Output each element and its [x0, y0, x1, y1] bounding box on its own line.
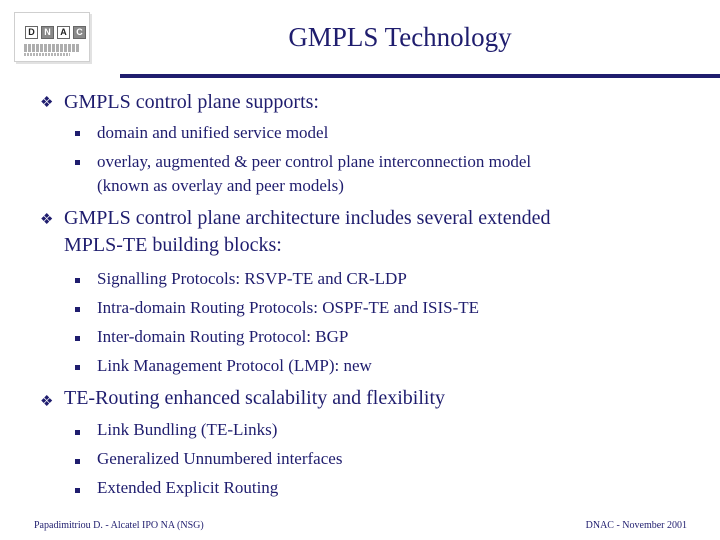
- logo-letter-d: D: [25, 26, 38, 39]
- diamond-bullet-icon: ❖: [40, 394, 54, 410]
- square-bullet-icon: [75, 307, 80, 312]
- square-bullet-icon: [75, 278, 80, 283]
- section-heading: TE-Routing enhanced scalability and flexibility: [64, 387, 446, 409]
- list-item: Link Bundling (TE-Links): [97, 420, 278, 439]
- square-bullet-icon: [75, 131, 80, 136]
- section-heading-continuation: MPLS-TE building blocks:: [64, 234, 282, 256]
- logo-subtext-graphic-2: [24, 53, 70, 56]
- list-item: Intra-domain Routing Protocols: OSPF-TE and ISIS-TE: [97, 298, 480, 317]
- diamond-bullet-icon: ❖: [40, 95, 54, 111]
- section-heading: GMPLS control plane supports:: [64, 91, 319, 113]
- list-item: overlay, augmented & peer control plane interconnection model: [97, 152, 532, 171]
- logo-letter-c: C: [73, 26, 86, 39]
- footer-event-date: DNAC - November 2001: [585, 520, 687, 531]
- square-bullet-icon: [75, 488, 80, 493]
- logo-subtext-graphic: [24, 44, 80, 52]
- list-item: domain and unified service model: [97, 123, 329, 142]
- footer-author: Papadimitriou D. - Alcatel IPO NA (NSG): [34, 520, 204, 531]
- slide-title: GMPLS Technology: [288, 22, 512, 52]
- square-bullet-icon: [75, 459, 80, 464]
- square-bullet-icon: [75, 336, 80, 341]
- logo-letter-a: A: [57, 26, 70, 39]
- title-rule: [120, 74, 720, 78]
- section-heading: GMPLS control plane architecture includes several extended: [64, 207, 551, 229]
- dnac-logo: [14, 12, 90, 62]
- list-item: Signalling Protocols: RSVP-TE and CR-LDP: [97, 269, 407, 288]
- list-item: Extended Explicit Routing: [97, 478, 279, 497]
- square-bullet-icon: [75, 365, 80, 370]
- list-item: Inter-domain Routing Protocol: BGP: [97, 327, 349, 346]
- logo-letter-n: N: [41, 26, 54, 39]
- square-bullet-icon: [75, 430, 80, 435]
- diamond-bullet-icon: ❖: [40, 212, 54, 228]
- list-item: Link Management Protocol (LMP): new: [97, 356, 372, 375]
- list-item-continuation: (known as overlay and peer models): [97, 176, 344, 195]
- list-item: Generalized Unnumbered interfaces: [97, 449, 343, 468]
- square-bullet-icon: [75, 160, 80, 165]
